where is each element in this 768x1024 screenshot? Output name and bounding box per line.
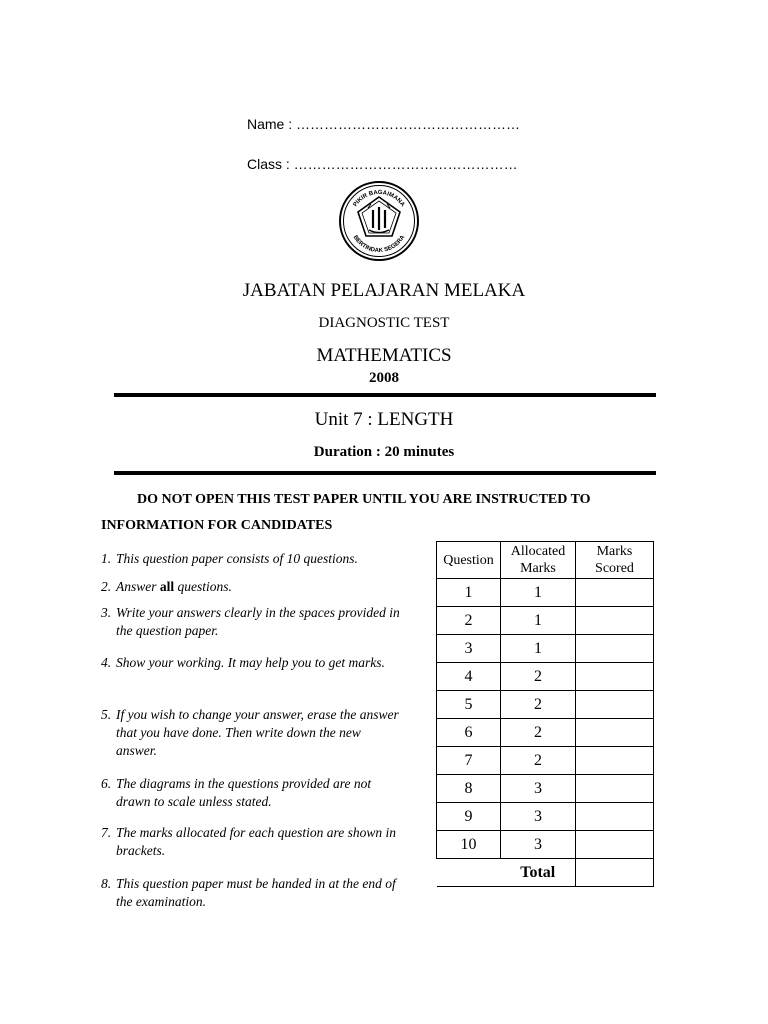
table-row: 1 1 [437,579,654,607]
info-heading: INFORMATION FOR CANDIDATES [101,518,333,533]
table-row: 10 3 [437,831,654,859]
score-cell[interactable] [576,691,654,719]
state-crest-seal-icon [338,180,420,262]
score-cell[interactable] [576,607,654,635]
instruction-item: 5. If you wish to change your answer, erase the answer that you have done. Then write down the new answer. [101,707,399,758]
instruction-item: 8. This question paper must be handed in at the end of the examination. [101,876,396,909]
score-cell[interactable] [576,635,654,663]
table-row: 5 2 [437,691,654,719]
unit-title: Unit 7 : LENGTH [314,409,454,430]
svg-text:PIKIR BAGAIMANA [353,190,406,209]
instruction-item: 7. The marks allocated for each question are shown in brackets. [101,825,396,858]
instruction-item: 2. Answer all questions. [101,579,232,594]
subject-title: MATHEMATICS [316,345,452,366]
table-row: 6 2 [437,719,654,747]
top-rule [114,393,656,397]
bottom-rule [114,471,656,475]
table-row: 2 1 [437,607,654,635]
seal-bottom-text: BERTINDAK SEGERA [351,234,407,255]
total-label: Total [501,859,576,887]
score-cell[interactable] [576,803,654,831]
table-row: 4 2 [437,663,654,691]
score-cell[interactable] [576,663,654,691]
table-row: 7 2 [437,747,654,775]
score-cell[interactable] [576,831,654,859]
header-marks-scored: Marks Scored [576,542,654,579]
warning-text: DO NOT OPEN THIS TEST PAPER UNTIL YOU ARE INSTRUCTED TO [137,492,591,507]
instruction-item: 4. Show your working. It may help you to get marks. [101,655,385,670]
table-total-row [437,859,654,887]
header-allocated-marks: Allocated Marks [501,542,576,579]
score-cell[interactable] [576,747,654,775]
test-type: DIAGNOSTIC TEST [318,315,450,331]
table-row: 3 1 [437,635,654,663]
instruction-item: 3. Write your answers clearly in the spaces provided in the question paper. [101,605,400,638]
table-row: 9 3 [437,803,654,831]
table-row: 8 3 [437,775,654,803]
name-field[interactable]: Name : ………………………………………… [247,116,521,132]
year: 2008 [369,370,399,386]
total-score-cell[interactable] [576,859,654,887]
header-question: Question [437,542,501,579]
marks-table [436,541,654,887]
instruction-item: 1. This question paper consists of 10 questions. [101,551,358,566]
score-cell[interactable] [576,579,654,607]
table-header-row [437,542,654,579]
department-title: JABATAN PELAJARAN MELAKA [242,280,526,301]
class-field[interactable]: Class : ………………………………………… [247,156,518,172]
score-cell[interactable] [576,775,654,803]
duration: Duration : 20 minutes [313,444,455,460]
seal-top-text: PIKIR BAGAIMANA [352,189,406,209]
score-cell[interactable] [576,719,654,747]
instruction-item: 6. The diagrams in the questions provided are not drawn to scale unless stated. [101,776,372,809]
